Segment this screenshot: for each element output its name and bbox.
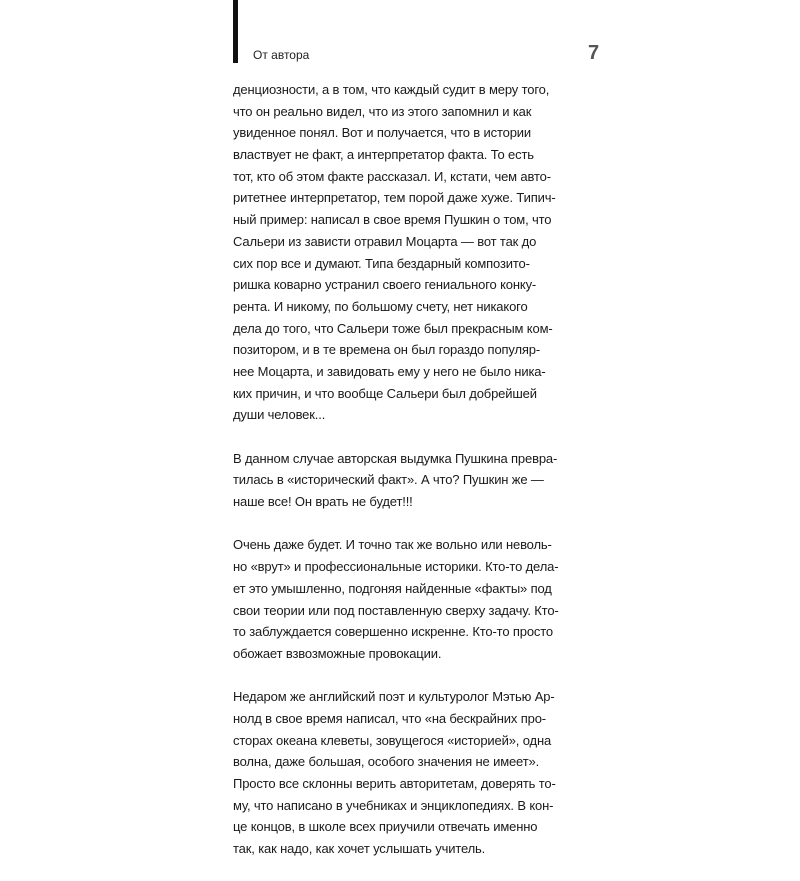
text-line: це концов, в школе всех приучили отвечать именно: [233, 819, 538, 835]
text-line: В данном случае авторская выдумка Пушкина превра-: [233, 450, 558, 466]
text-line: Просто все склонны верить авторитетам, доверять то-: [233, 776, 556, 791]
text-line: нолд в свое время написал, что «на бескрайних про-: [233, 710, 546, 726]
text-line: свои теории или под поставленную сверху задачу. Кто-: [233, 602, 559, 618]
text-line: увиденное понял. Вот и получается, что в истории: [233, 125, 532, 141]
text-line: властвует не факт, а интерпретатор факта. То есть: [233, 147, 534, 163]
body-text: [233, 79, 573, 881]
text-line: нее Моцарта, и завидовать ему у него не было ника-: [233, 363, 546, 379]
text-line: ный пример: написал в свое время Пушкин о том, что: [233, 212, 552, 228]
text-line: ких причин, и что вообще Сальери был добрейшей: [233, 385, 537, 401]
text-line: души человек...: [233, 407, 326, 423]
text-line: Сальери из зависти отравил Моцарта — вот так до: [233, 233, 537, 249]
text-line: обожает взвозможные провокации.: [233, 645, 442, 661]
text-line: сих пор все и думают. Типа бездарный композито-: [233, 255, 530, 271]
text-line: волна, даже большая, особого значения не имеет».: [233, 754, 540, 770]
text-line: что он реально видел, что из этого запомнил и как: [233, 103, 532, 119]
page-number: 7: [588, 42, 600, 64]
header-rule: [233, 0, 238, 63]
text-line: но «врут» и профессиональные историки. Кто-то дела-: [233, 559, 559, 575]
text-line: то заблуждается совершенно искренне. Кто-то просто: [233, 624, 554, 640]
text-line: так, как надо, как хочет услышать учитель.: [233, 841, 486, 857]
text-line: тот, кто об этом факте рассказал. И, кстати, чем авто-: [233, 168, 551, 184]
text-line: сторах океана клеветы, зовущегося «историей», одна: [233, 732, 552, 748]
text-line: му, что написано в учебниках и энциклопедиях. В кон-: [233, 797, 554, 813]
text-line: денциозности, а в том, что каждый судит в меру того,: [233, 82, 550, 97]
text-line: тилась в «исторический факт». А что? Пушкин же —: [233, 472, 544, 488]
text-line: позитором, и в те времена он был гораздо популяр-: [233, 342, 541, 358]
text-line: ришка коварно устранил своего гениального конку-: [233, 277, 537, 293]
text-line: ет это умышленно, подгоняя найденные «факты» под: [233, 580, 552, 596]
text-line: ритетнее интерпретатор, тем порой даже хуже. Типич-: [233, 190, 556, 206]
paragraph: [233, 448, 573, 513]
paragraph: [233, 79, 573, 426]
running-head: От автора: [253, 48, 310, 62]
paragraph: [233, 686, 573, 860]
text-line: Недаром же английский поэт и культуролог Мэтью Ар-: [233, 689, 555, 705]
text-line: дела до того, что Сальери тоже был прекрасным ком-: [233, 320, 553, 336]
text-line: наше все! Он врать не будет!!!: [233, 494, 413, 510]
text-line: Очень даже будет. И точно так же вольно или неволь-: [233, 537, 552, 553]
paragraph: [233, 534, 573, 664]
text-line: рента. И никому, по большому счету, нет никакого: [233, 298, 528, 314]
